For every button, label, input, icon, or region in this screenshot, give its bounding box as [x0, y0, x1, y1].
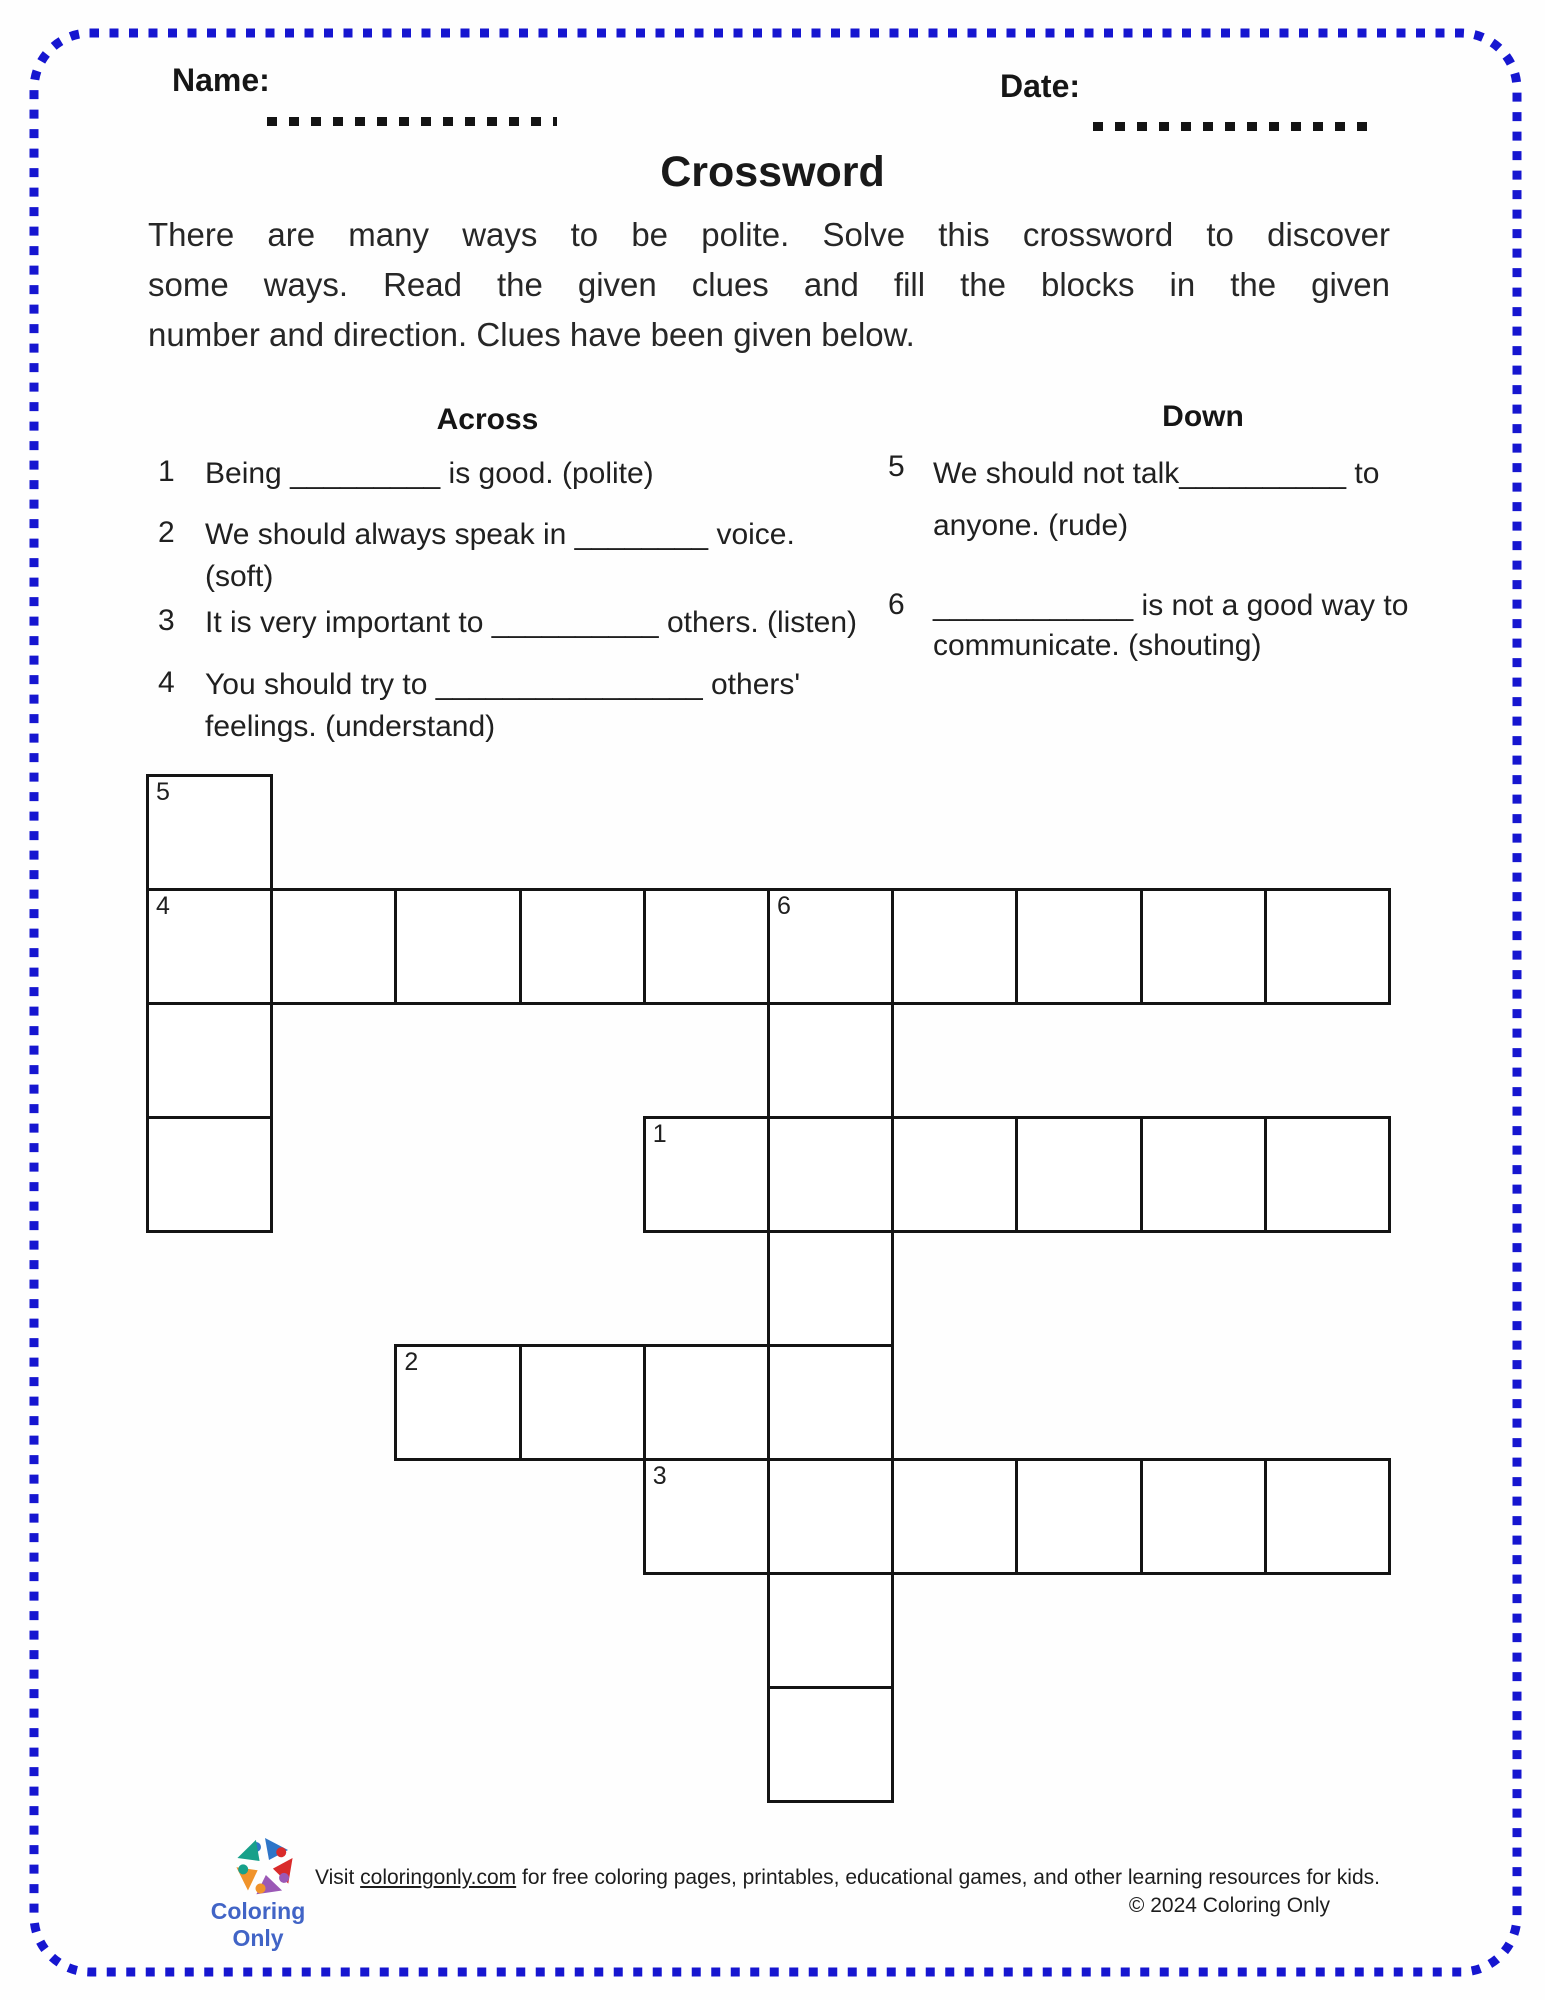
grid-cell[interactable]	[1015, 888, 1142, 1005]
grid-cell[interactable]	[1015, 1116, 1142, 1233]
grid-cell[interactable]	[643, 1344, 770, 1461]
across-header: Across	[436, 403, 539, 436]
clue-number: 4	[158, 666, 175, 699]
grid-cell[interactable]	[767, 1458, 894, 1575]
clue-text: It is very important to __________ others. (listen)	[205, 606, 858, 639]
grid-cell-number: 6	[777, 892, 791, 920]
grid-cell[interactable]	[1264, 888, 1391, 1005]
grid-cell[interactable]	[767, 888, 894, 1005]
grid-cell[interactable]	[767, 1686, 894, 1803]
grid-cell[interactable]	[767, 1230, 894, 1347]
clue-text: anyone. (rude)	[933, 509, 1129, 542]
grid-cell[interactable]	[767, 1344, 894, 1461]
down-header: Down	[1162, 400, 1244, 433]
clue-number: 5	[888, 450, 905, 483]
intro-line: There are many ways to be polite. Solve this crossword to discover	[148, 216, 1390, 253]
logo-star-icon	[225, 1836, 305, 1898]
clue-number: 3	[158, 604, 175, 637]
across-clue	[148, 602, 888, 644]
date-write-line[interactable]	[1093, 122, 1375, 131]
footer-copyright: © 2024 Coloring Only	[1128, 1894, 1330, 1917]
grid-cell-number: 3	[652, 1462, 667, 1490]
down-clue	[878, 448, 1398, 552]
down-clue	[878, 586, 1409, 666]
clue-text: We should always speak in ________ voice.	[205, 518, 795, 551]
footer-visit-line	[315, 1866, 1380, 1890]
clue-text: (soft)	[205, 560, 274, 593]
footer-visit-prefix: Visit	[315, 1866, 361, 1889]
grid-cell[interactable]	[1140, 1458, 1267, 1575]
grid-cell[interactable]	[394, 1344, 521, 1461]
grid-cell-number: 5	[156, 778, 170, 806]
coloring-only-logo	[225, 1836, 305, 1898]
grid-cell[interactable]	[643, 1458, 770, 1575]
grid-cell[interactable]	[146, 1116, 273, 1233]
clue-text: We should not talk__________ to	[933, 457, 1380, 490]
grid-cell[interactable]	[643, 1116, 770, 1233]
name-label: Name:	[172, 62, 270, 98]
grid-cell[interactable]	[767, 1116, 894, 1233]
grid-cell-number: 4	[156, 892, 170, 920]
grid-cell[interactable]	[1264, 1458, 1391, 1575]
clue-number: 1	[158, 455, 175, 488]
across-clue	[148, 453, 888, 495]
clue-number: 6	[888, 588, 905, 621]
clue-text: You should try to ________________ others'	[205, 668, 801, 701]
grid-cell[interactable]	[146, 888, 273, 1005]
clue-number: 2	[158, 516, 175, 549]
grid-cell[interactable]	[270, 888, 397, 1005]
crossword-grid	[146, 774, 1394, 1806]
grid-cell[interactable]	[146, 774, 273, 891]
grid-cell[interactable]	[1015, 1458, 1142, 1575]
intro-paragraph	[148, 210, 1390, 360]
date-label: Date:	[1000, 68, 1081, 104]
grid-cell[interactable]	[519, 1344, 646, 1461]
clue-text: Being _________ is good. (polite)	[205, 457, 654, 490]
across-clue	[148, 664, 888, 748]
clue-text: feelings. (understand)	[205, 710, 496, 743]
grid-cell[interactable]	[1140, 888, 1267, 1005]
page-title: Crossword	[660, 148, 885, 196]
across-clue	[148, 514, 888, 598]
grid-cell[interactable]	[891, 888, 1018, 1005]
grid-cell[interactable]	[643, 888, 770, 1005]
grid-cell[interactable]	[767, 1572, 894, 1689]
coloringonly-link[interactable]: coloringonly.com	[360, 1866, 517, 1889]
grid-cell[interactable]	[394, 888, 521, 1005]
clue-text: ____________ is not a good way to	[933, 589, 1409, 622]
grid-cell[interactable]	[519, 888, 646, 1005]
name-write-line[interactable]	[267, 117, 557, 126]
grid-cell[interactable]	[146, 1002, 273, 1119]
clue-text: communicate. (shouting)	[933, 629, 1262, 662]
grid-cell[interactable]	[1264, 1116, 1391, 1233]
intro-line: some ways. Read the given clues and fill the blocks in the given	[148, 266, 1390, 303]
grid-cell[interactable]	[891, 1116, 1018, 1233]
grid-cell[interactable]	[767, 1002, 894, 1119]
grid-cell[interactable]	[1140, 1116, 1267, 1233]
grid-cell-number: 1	[652, 1120, 667, 1148]
grid-cell-number: 2	[404, 1348, 419, 1376]
intro-line: number and direction. Clues have been given below.	[148, 316, 915, 353]
grid-cell[interactable]	[891, 1458, 1018, 1575]
logo-text: Coloring Only	[210, 1898, 306, 1951]
footer-visit-suffix: for free coloring pages, printables, educational games, and other learning resources for kids.	[516, 1866, 1380, 1889]
